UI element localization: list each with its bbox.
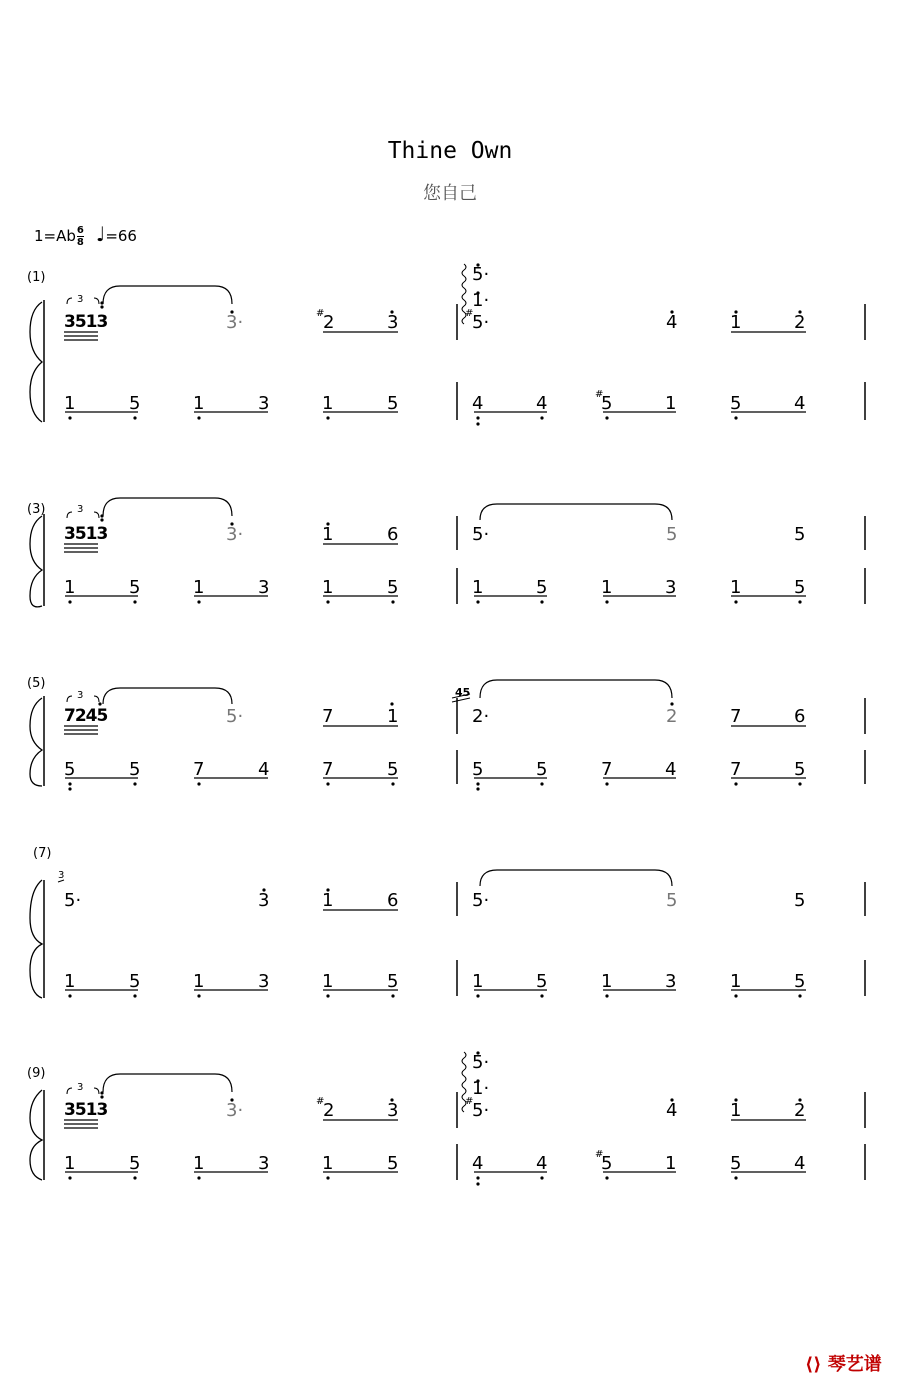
note: 3 — [258, 1153, 270, 1174]
note: 4 — [472, 1153, 484, 1174]
sharp-sign: # — [316, 1096, 325, 1107]
note: 1 — [322, 1153, 334, 1174]
note: 7 — [322, 706, 334, 727]
sharp-sign: # — [465, 308, 474, 319]
note: 5 — [387, 393, 399, 414]
note: 5 — [794, 524, 806, 545]
note: 5 — [794, 971, 806, 992]
note: 1 — [64, 393, 76, 414]
note: 1 — [64, 577, 76, 598]
note: 5 — [536, 971, 548, 992]
note: 1 — [730, 971, 742, 992]
note: 2· — [472, 706, 490, 727]
tuplet-mark: 3 — [77, 690, 84, 701]
note: 5 — [666, 890, 678, 911]
note: 1 — [730, 1100, 742, 1121]
note: 5 — [64, 759, 76, 780]
chord-note: 5· — [472, 264, 490, 285]
note: 1 — [387, 706, 399, 727]
note: 1 — [64, 1153, 76, 1174]
note: 1 — [322, 971, 334, 992]
note: 1 — [601, 577, 613, 598]
note: 1 — [472, 971, 484, 992]
score-title: Thine Own — [387, 138, 513, 164]
note: 5· — [226, 706, 244, 727]
note: 5 — [730, 393, 742, 414]
chord-note: 5· — [472, 312, 490, 333]
note: 3 — [387, 312, 399, 333]
note: 3· — [226, 312, 244, 333]
tuplet-mark: 3 — [58, 870, 65, 881]
note: 5 — [472, 759, 484, 780]
note: 5 — [730, 1153, 742, 1174]
quarter-note-icon: ♩ — [95, 222, 106, 246]
note: 6 — [794, 706, 806, 727]
measure-number: (1) — [27, 270, 46, 285]
note: 5 — [387, 577, 399, 598]
note: 5 — [666, 524, 678, 545]
tuplet-mark: 3 — [77, 1082, 84, 1093]
site-logo — [805, 1350, 882, 1376]
note: 3 — [258, 577, 270, 598]
note: 1 — [193, 1153, 205, 1174]
note: 6 — [387, 890, 399, 911]
note: 7 — [730, 759, 742, 780]
note: 1 — [730, 312, 742, 333]
system-9 — [0, 1048, 900, 1218]
chord-note: 1· — [472, 1078, 490, 1099]
note: 1 — [322, 393, 334, 414]
note: 4 — [258, 759, 270, 780]
note: 3 — [387, 1100, 399, 1121]
note: 5 — [129, 577, 141, 598]
note: 5 — [387, 971, 399, 992]
note: 5 — [794, 890, 806, 911]
note: 1 — [472, 577, 484, 598]
note: 1 — [665, 393, 677, 414]
note-run: 3513 — [64, 524, 108, 544]
note: 1 — [193, 393, 205, 414]
note: 5· — [472, 890, 490, 911]
note: 1 — [322, 577, 334, 598]
note: 5 — [536, 759, 548, 780]
note: 2 — [794, 1100, 806, 1121]
measure-number: (9) — [27, 1066, 46, 1081]
system-5 — [0, 674, 900, 844]
note: 2 — [794, 312, 806, 333]
note: 5 — [129, 971, 141, 992]
note: 4 — [794, 393, 806, 414]
note: 3 — [258, 971, 270, 992]
key-signature: 1=Ab — [34, 227, 76, 245]
note-run: 7245 — [64, 706, 108, 726]
note: 4 — [666, 312, 678, 333]
note: 1 — [730, 577, 742, 598]
note: 4 — [666, 1100, 678, 1121]
logo-icon: ⟨⟩ — [805, 1354, 822, 1375]
sharp-sign: # — [316, 308, 325, 319]
system-1 — [0, 260, 900, 430]
tuplet-mark: 3 — [77, 294, 84, 305]
grace-notes: 45 — [455, 686, 471, 699]
note: 1 — [193, 971, 205, 992]
sharp-sign: # — [595, 1149, 604, 1160]
note: 6 — [387, 524, 399, 545]
note: 1 — [193, 577, 205, 598]
note: 7 — [730, 706, 742, 727]
note: 2 — [666, 706, 678, 727]
note: 3 — [258, 393, 270, 414]
watermark-text: 琴艺谱 — [827, 1354, 882, 1375]
note: 1 — [322, 524, 334, 545]
note: 4 — [536, 1153, 548, 1174]
note: 5 — [794, 577, 806, 598]
note: 5 — [387, 1153, 399, 1174]
note: 3 — [665, 577, 677, 598]
note-run: 3513 — [64, 1100, 108, 1120]
sharp-sign: # — [465, 1096, 474, 1107]
chord-note: 5· — [472, 1052, 490, 1073]
chord-note: 1· — [472, 290, 490, 311]
measure-number: (7) — [33, 846, 52, 861]
note: 3 — [665, 971, 677, 992]
time-signature: $\frac{6}{8}$ — [76, 225, 84, 248]
note: 5 — [387, 759, 399, 780]
note: 5 — [129, 1153, 141, 1174]
note: 4 — [472, 393, 484, 414]
note: 3· — [226, 524, 244, 545]
note: 5 — [794, 759, 806, 780]
note: 5 — [536, 577, 548, 598]
tempo-value: =66 — [105, 227, 137, 245]
note: 5 — [601, 1153, 613, 1174]
note: 1 — [64, 971, 76, 992]
note: 5· — [472, 524, 490, 545]
note-run: 3513 — [64, 312, 108, 332]
measure-number: (3) — [27, 502, 46, 517]
note: 7 — [193, 759, 205, 780]
chord-note: 5· — [472, 1100, 490, 1121]
note: 1 — [601, 971, 613, 992]
note: 1 — [665, 1153, 677, 1174]
system-3 — [0, 492, 900, 662]
score-subtitle: 您自己 — [423, 183, 477, 204]
note: 5 — [129, 393, 141, 414]
note: 7 — [322, 759, 334, 780]
note: 5· — [64, 890, 82, 911]
note: 2 — [323, 1100, 335, 1121]
sharp-sign: # — [595, 389, 604, 400]
note: 3· — [226, 1100, 244, 1121]
system-7 — [0, 844, 900, 1014]
note: 4 — [536, 393, 548, 414]
note: 5 — [601, 393, 613, 414]
note: 5 — [129, 759, 141, 780]
note: 4 — [794, 1153, 806, 1174]
note: 7 — [601, 759, 613, 780]
score-meta — [34, 222, 137, 248]
note: 4 — [665, 759, 677, 780]
note: 2 — [323, 312, 335, 333]
note: 3 — [258, 890, 270, 911]
tuplet-mark: 3 — [77, 504, 84, 515]
note: 1 — [322, 890, 334, 911]
measure-number: (5) — [27, 676, 46, 691]
